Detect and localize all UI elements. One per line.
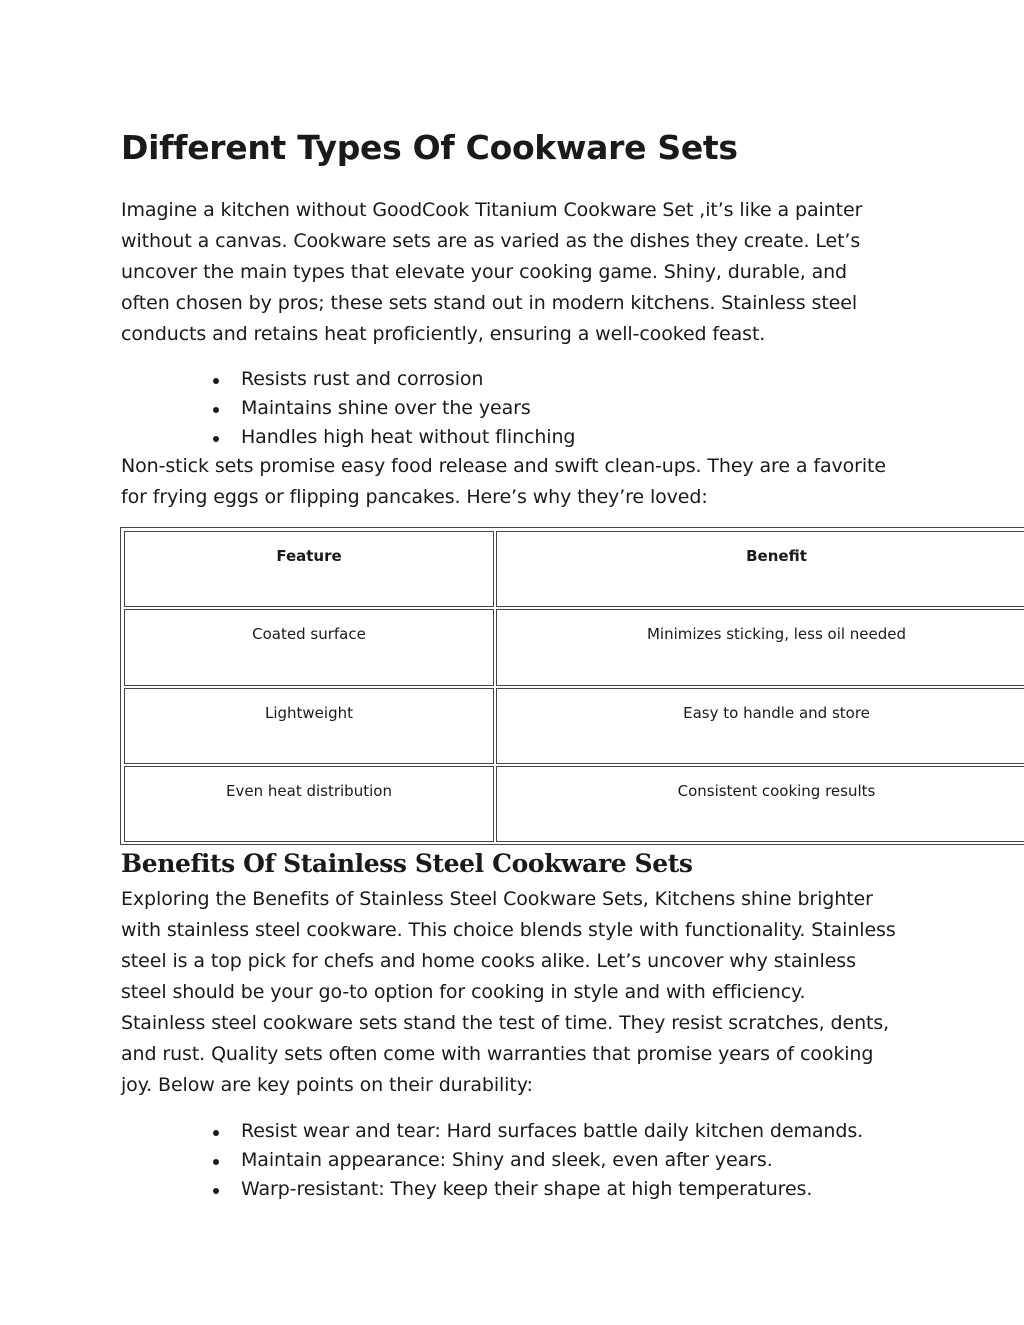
intro-line: Imagine a kitchen without GoodCook Titanium Cookware Set ,it’s like a painter — [121, 199, 863, 221]
benefits-line: steel is a top pick for chefs and home cooks alike. Let’s uncover why stainless — [121, 950, 856, 972]
intro-line: conducts and retains heat proficiently, ensuring a well-cooked feast. — [121, 323, 766, 345]
benefits-paragraph — [121, 884, 896, 1101]
list-item: Handles high heat without flinching — [0, 423, 575, 452]
intro-line: without a canvas. Cookware sets are as varied as the dishes they create. Let’s — [121, 230, 861, 252]
intro-line: uncover the main types that elevate your cooking game. Shiny, durable, and — [121, 261, 848, 283]
stainless-feature-list — [0, 365, 575, 452]
list-item: Resist wear and tear: Hard surfaces battle daily kitchen demands. — [0, 1117, 863, 1146]
benefits-line: with stainless steel cookware. This choice blends style with functionality. Stainless — [121, 919, 896, 941]
table-cell-feature: Coated surface — [124, 609, 494, 686]
feature-benefit-table — [120, 527, 1024, 845]
benefits-heading: Benefits Of Stainless Steel Cookware Sets — [121, 849, 693, 878]
intro-paragraph — [121, 195, 862, 350]
table-header-benefit: Benefit — [496, 531, 1024, 607]
benefits-line: and rust. Quality sets often come with warranties that promise years of cooking — [121, 1043, 874, 1065]
nonstick-line: Non-stick sets promise easy food release and swift clean-ups. They are a favorite — [121, 455, 886, 477]
table-cell-benefit: Consistent cooking results — [496, 766, 1024, 842]
list-item: Maintain appearance: Shiny and sleek, even after years. — [0, 1146, 863, 1175]
durability-list — [0, 1117, 863, 1204]
benefits-line: Stainless steel cookware sets stand the test of time. They resist scratches, dents, — [121, 1012, 890, 1034]
table-cell-benefit: Easy to handle and store — [496, 688, 1024, 764]
nonstick-paragraph — [121, 451, 886, 513]
table-header-feature: Feature — [124, 531, 494, 607]
table-cell-feature: Lightweight — [124, 688, 494, 764]
table-cell-feature: Even heat distribution — [124, 766, 494, 842]
list-item: Warp-resistant: They keep their shape at high temperatures. — [0, 1175, 863, 1204]
benefits-line: joy. Below are key points on their durability: — [121, 1074, 533, 1096]
list-item: Maintains shine over the years — [0, 394, 575, 423]
table-cell-benefit: Minimizes sticking, less oil needed — [496, 609, 1024, 686]
list-item: Resists rust and corrosion — [0, 365, 575, 394]
nonstick-line: for frying eggs or flipping pancakes. Here’s why they’re loved: — [121, 486, 708, 508]
benefits-line: steel should be your go-to option for cooking in style and with efficiency. — [121, 981, 806, 1003]
intro-line: often chosen by pros; these sets stand out in modern kitchens. Stainless steel — [121, 292, 858, 314]
benefits-line: Exploring the Benefits of Stainless Steel Cookware Sets, Kitchens shine brighter — [121, 888, 873, 910]
page-title: Different Types Of Cookware Sets — [121, 128, 738, 167]
